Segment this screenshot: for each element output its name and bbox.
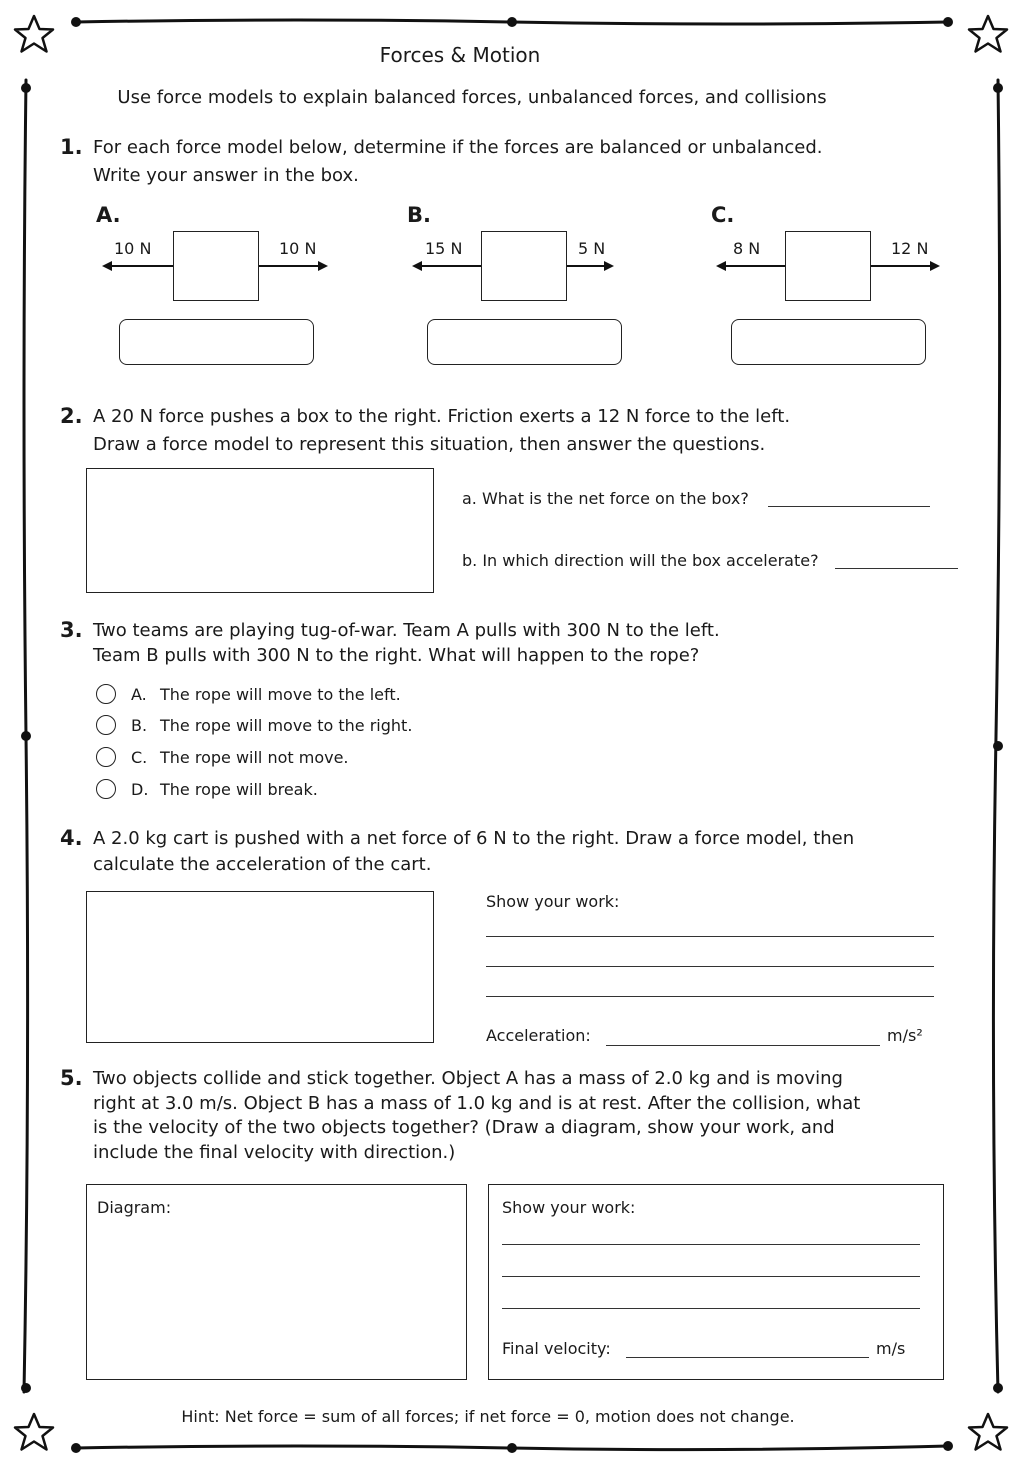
q3-option-a-text: The rope will move to the left. [160, 685, 401, 704]
q3-option-c-letter: C. [131, 748, 148, 767]
q3-line1: Two teams are playing tug-of-war. Team A pulls with 300 N to the left. [93, 620, 720, 641]
q4-acceleration-answer-line[interactable] [606, 1045, 880, 1046]
q3-option-b-letter: B. [131, 716, 148, 735]
q3-option-b-radio[interactable] [96, 715, 116, 735]
model-c-answer-box[interactable] [731, 319, 926, 365]
q5-work-line[interactable] [502, 1244, 920, 1245]
q2-line1: A 20 N force pushes a box to the right. Friction exerts a 12 N force to the left. [93, 406, 791, 427]
q5-work-line[interactable] [502, 1276, 920, 1277]
model-b-label: B. [407, 203, 431, 227]
model-c-object [785, 231, 871, 301]
q3-option-a-radio[interactable] [96, 684, 116, 704]
q2-line2: Draw a force model to represent this situation, then answer the questions. [93, 434, 766, 455]
model-a-object [173, 231, 259, 301]
model-b-answer-box[interactable] [427, 319, 622, 365]
q4-work-line[interactable] [486, 966, 934, 967]
q3-option-d-text: The rope will break. [160, 780, 318, 799]
q1-line1: For each force model below, determine if the forces are balanced or unbalanced. [93, 137, 823, 158]
q5-velocity-label: Final velocity: [502, 1339, 611, 1358]
model-b-object [481, 231, 567, 301]
model-b-left-force: 15 N [425, 239, 463, 258]
q4-acceleration-label: Acceleration: [486, 1026, 591, 1045]
page-title: Forces & Motion [379, 43, 541, 67]
q3-line2: Team B pulls with 300 N to the right. What will happen to the rope? [93, 645, 700, 666]
q4-work-line[interactable] [486, 936, 934, 937]
q2-drawing-box[interactable] [86, 468, 434, 593]
page-subtitle: Use force models to explain balanced forces, unbalanced forces, and collisions [117, 87, 827, 108]
q4-line1: A 2.0 kg cart is pushed with a net force of 6 N to the right. Draw a force model, then [93, 828, 855, 849]
q5-work-line[interactable] [502, 1308, 920, 1309]
q3-option-c-radio[interactable] [96, 747, 116, 767]
model-c-left-force: 8 N [733, 239, 761, 258]
q2-part-b-answer-line[interactable] [835, 568, 958, 569]
q5-number: 5. [60, 1066, 83, 1090]
q3-option-d-letter: D. [131, 780, 149, 799]
model-a-right-force: 10 N [279, 239, 317, 258]
q3-option-d-radio[interactable] [96, 779, 116, 799]
q4-line2: calculate the acceleration of the cart. [93, 854, 432, 875]
model-a-label: A. [96, 203, 121, 227]
q4-drawing-box[interactable] [86, 891, 434, 1043]
model-a-answer-box[interactable] [119, 319, 314, 365]
model-a-left-force: 10 N [114, 239, 152, 258]
q4-work-line[interactable] [486, 996, 934, 997]
q1-number: 1. [60, 135, 83, 159]
q5-line1: Two objects collide and stick together. Object A has a mass of 2.0 kg and is moving [93, 1068, 843, 1089]
footer-hint: Hint: Net force = sum of all forces; if net force = 0, motion does not change. [181, 1407, 795, 1426]
model-b-right-force: 5 N [578, 239, 606, 258]
q3-option-b-text: The rope will move to the right. [160, 716, 413, 735]
q5-work-label: Show your work: [502, 1198, 636, 1217]
q5-velocity-unit: m/s [876, 1339, 906, 1358]
q5-velocity-answer-line[interactable] [626, 1357, 869, 1358]
q2-part-a-answer-line[interactable] [768, 506, 930, 507]
model-c-right-force: 12 N [891, 239, 929, 258]
q2-number: 2. [60, 404, 83, 428]
star-icon [969, 16, 1007, 52]
q3-option-c-text: The rope will not move. [160, 748, 349, 767]
q5-line3: is the velocity of the two objects together? (Draw a diagram, show your work, and [93, 1117, 835, 1138]
model-c-label: C. [711, 203, 735, 227]
q4-number: 4. [60, 826, 83, 850]
q2-part-b: b. In which direction will the box accelerate? [462, 551, 819, 570]
q5-line4: include the final velocity with direction.) [93, 1142, 456, 1163]
q4-work-label: Show your work: [486, 892, 620, 911]
q2-part-a: a. What is the net force on the box? [462, 489, 749, 508]
q3-option-a-letter: A. [131, 685, 147, 704]
q3-number: 3. [60, 618, 83, 642]
q5-line2: right at 3.0 m/s. Object B has a mass of 1.0 kg and is at rest. After the collision, what [93, 1093, 861, 1114]
q4-acceleration-unit: m/s² [887, 1026, 923, 1045]
q1-line2: Write your answer in the box. [93, 165, 359, 186]
q5-diagram-label: Diagram: [97, 1198, 172, 1217]
